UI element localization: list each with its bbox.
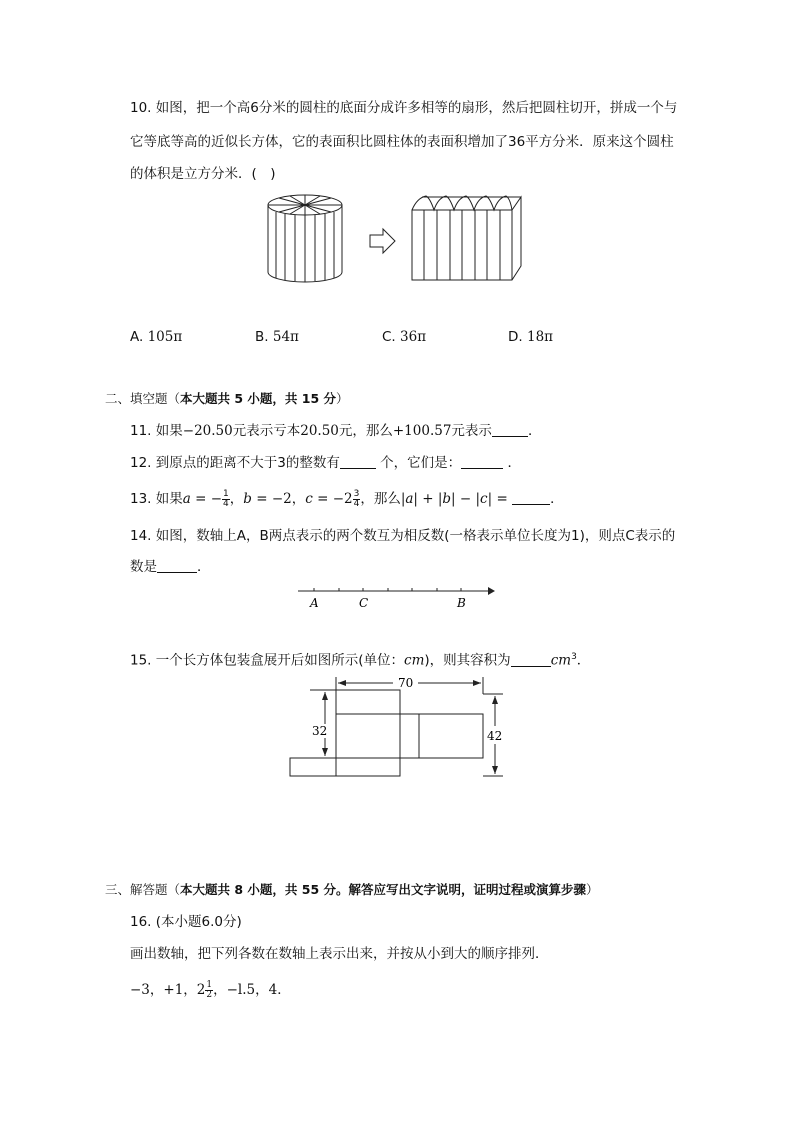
q12-answer-blank-1 xyxy=(340,454,376,469)
q11-text-a: 11. 如果 xyxy=(130,423,183,439)
q15-text-b: )，则其容积为 xyxy=(424,652,511,669)
q16-instruction: 画出数轴，把下列各数在数轴上表示出来，并按从小到大的顺序排列． xyxy=(130,946,549,962)
q11-text-b: −20.50元表示亏本20.50元，那么 xyxy=(182,423,393,439)
q16-fraction xyxy=(205,981,213,1000)
number-line-figure xyxy=(290,580,500,614)
option-d-value: 18π xyxy=(526,329,554,345)
option-c xyxy=(382,327,426,347)
section-2-prefix: 二、填空题（ xyxy=(105,391,181,406)
q13-frac1-num: 1 xyxy=(223,488,229,499)
q16-numbers xyxy=(130,980,291,1000)
section-2-heading xyxy=(105,389,349,409)
q12-text-a: 12. 到原点的距离不大于3的整数有 xyxy=(130,455,340,471)
q13-var-c: c xyxy=(305,491,313,507)
q14-line-1: 14. 如图，数轴上A，B两点表示的两个数互为相反数(一格表示单位长度为1)，则点C表示的 xyxy=(130,528,676,544)
q13-sep1: ， xyxy=(229,491,244,507)
q14-text-b: 数是 xyxy=(130,559,157,575)
q13-frac2-num: 3 xyxy=(353,488,360,499)
point-b-label: B xyxy=(457,596,466,610)
q11-answer-blank xyxy=(492,422,528,437)
q10-line-3: 的体积是立方分米．( ) xyxy=(130,166,276,182)
point-a-label: A xyxy=(310,596,319,610)
q11 xyxy=(130,421,541,441)
q12-answer-blank-2 xyxy=(461,454,503,469)
option-a-value: 105π xyxy=(147,329,183,345)
q15-answer-blank xyxy=(511,652,551,667)
q13-answer-blank xyxy=(512,490,550,505)
q13-eq2: = −2 xyxy=(251,491,292,507)
q15-end: ． xyxy=(576,652,591,669)
q10-line-1: 10. 如图，把一个高6分米的圆柱的底面分成许多相等的扇形，然后把圆柱切开，拼成一个与 xyxy=(130,100,678,116)
q16-frac-den: 2 xyxy=(206,990,213,1000)
option-b-letter: B. xyxy=(255,329,269,345)
q16-frac-num: 1 xyxy=(206,980,213,990)
section-3-suffix: ） xyxy=(586,882,599,897)
dimension-left-label: 32 xyxy=(312,724,328,738)
q10-line-2: 它等底等高的近似长方体，它的表面积比圆柱体的表面积增加了36平方分米．原来这个圆柱 xyxy=(130,134,674,150)
q14-end: ． xyxy=(197,559,211,575)
q11-text-c: +100.57元表示 xyxy=(392,423,492,439)
q13-end: ． xyxy=(550,491,564,507)
section-3-heading xyxy=(105,880,599,900)
option-d xyxy=(508,327,553,347)
q12-text-b: 个，它们是： xyxy=(380,455,462,471)
dimension-top-label: 70 xyxy=(398,676,414,690)
option-c-letter: C. xyxy=(382,329,396,345)
q14-line-2 xyxy=(130,557,211,577)
q15-text-a: 15. 一个长方体包装盒展开后如图所示(单位： xyxy=(130,652,405,669)
q13-text-a: 13. 如果 xyxy=(130,491,183,507)
section-3-bold: 本大题共 8 小题，共 55 分。解答应写出文字说明，证明过程或演算步骤 xyxy=(180,882,587,897)
box-net-figure xyxy=(285,672,515,784)
cylinder-to-cuboid-figure xyxy=(262,188,532,292)
cylinder-shape xyxy=(268,195,342,282)
option-b-value: 54π xyxy=(272,329,299,345)
q13-frac1-den: 4 xyxy=(223,498,229,509)
section-2-suffix: ） xyxy=(336,391,349,406)
q13-var-b: b xyxy=(243,491,252,507)
q13-then: ，那么 xyxy=(360,491,401,507)
option-b xyxy=(255,327,299,347)
q16-numbers-a: −3，+1，2 xyxy=(130,982,206,998)
q14-answer-blank xyxy=(157,558,197,573)
right-arrow-icon xyxy=(370,229,395,253)
q15-superscript: 3 xyxy=(571,652,577,662)
section-2-bold: 本大题共 5 小题，共 15 分 xyxy=(180,391,337,406)
q11-end: ． xyxy=(527,423,542,439)
section-3-prefix: 三、解答题（ xyxy=(105,882,181,897)
q16-numbers-b: ，−l.5，4． xyxy=(213,982,291,998)
q13-eq3: = −2 xyxy=(312,491,353,507)
q12-end: ． xyxy=(507,455,521,471)
q15 xyxy=(130,647,590,671)
option-d-letter: D. xyxy=(508,329,523,345)
q13-eq1: = − xyxy=(190,491,223,507)
q13-frac2-den: 4 xyxy=(353,498,360,509)
option-a xyxy=(130,327,182,347)
q13-expression: |a| + |b| − |c| = xyxy=(400,491,513,507)
option-c-value: 36π xyxy=(400,329,427,345)
q13 xyxy=(130,489,564,509)
dimension-right-label: 42 xyxy=(487,729,503,743)
q13-sep2: ， xyxy=(291,491,306,507)
q16-title: 16. (本小题6.0分) xyxy=(130,914,242,930)
q13-var-a: a xyxy=(182,491,191,507)
q15-unit2: cm xyxy=(550,652,572,669)
q15-unit: cm xyxy=(404,652,425,669)
cuboid-shape xyxy=(412,196,521,280)
point-c-label: C xyxy=(359,596,369,610)
option-a-letter: A. xyxy=(130,329,144,345)
q12 xyxy=(130,453,521,473)
q13-fraction-1 xyxy=(222,490,230,509)
